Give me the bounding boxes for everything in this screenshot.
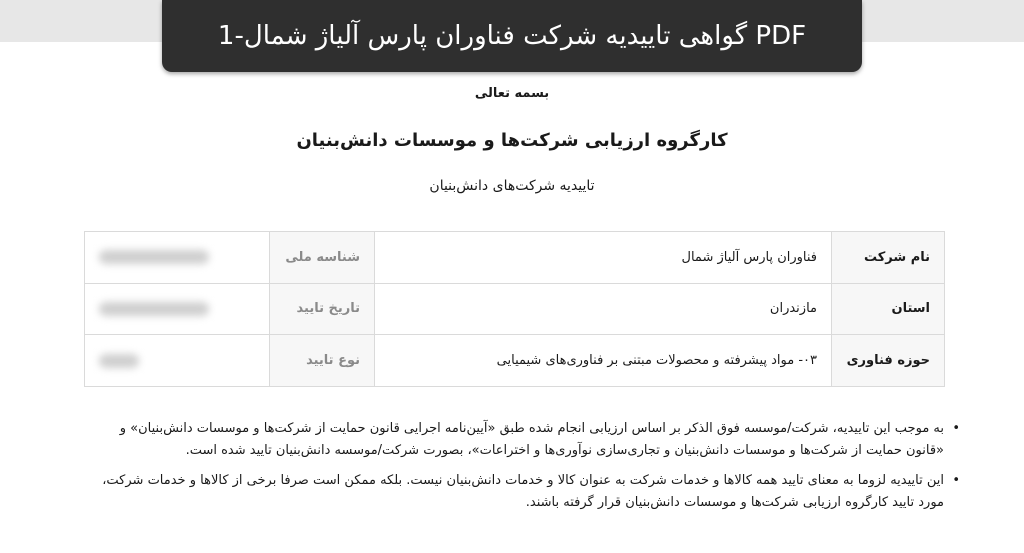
company-name-value: فناوران پارس آلیاژ شمال [375,232,832,284]
company-name-label: نام شرکت [832,232,945,284]
tech-field-value: ۰۳- مواد پیشرفته و محصولات مبتنی بر فناوری‌های شیمیایی [375,335,832,387]
page-heading: کارگروه ارزیابی شرکت‌ها و موسسات دانش‌بنیان [296,130,728,151]
approval-type-value-redacted [85,335,270,387]
table-row [85,232,945,284]
national-id-label: شناسه ملی [270,232,375,284]
list-item: • به موجب این تاییدیه، شرکت/موسسه فوق الذکر بر اساس ارزیابی انجام شده طبق «آیین‌نامه اجرایی قانون حمایت از شرکت‌ها و موسسات دانش‌بنیان» و «قانون حمایت از شرکت‌ها و موسسات دانش‌بنیان و تجاری‌سازی نوآوری‌ها و اختراعات»، بصورت شرکت/موسسه دانش‌بنیان تایید شده است. [84,418,944,462]
province-value: مازندران [375,283,832,335]
table-row [85,335,945,387]
table-row [85,283,945,335]
national-id-value-redacted [85,232,270,284]
page-subheading: تاییدیه شرکت‌های دانش‌بنیان [429,178,595,194]
list-item: • این تاییدیه لزوما به معنای تایید همه کالاها و خدمات شرکت به عنوان کالا و خدمات دانش‌بنیان نیست. بلکه ممکن است صرفا برخی از کالاها و خدمات شرکت، مورد تایید کارگروه ارزیابی شرکت‌ها و موسسات دانش‌بنیان قرار گرفته باشند. [84,470,944,514]
bismillah-text: بسمه تعالی [474,86,550,101]
approval-date-value-redacted [85,283,270,335]
company-info-table [84,231,945,387]
tech-field-label: حوزه فناوری [832,335,945,387]
notes-list [84,418,964,522]
document-title-banner [162,0,862,72]
document-title: PDF گواهی تاییدیه شرکت فناوران پارس آلیاژ شمال-1 [217,21,807,51]
approval-type-label: نوع تایید [270,335,375,387]
approval-date-label: تاریخ تایید [270,283,375,335]
province-label: استان [832,283,945,335]
